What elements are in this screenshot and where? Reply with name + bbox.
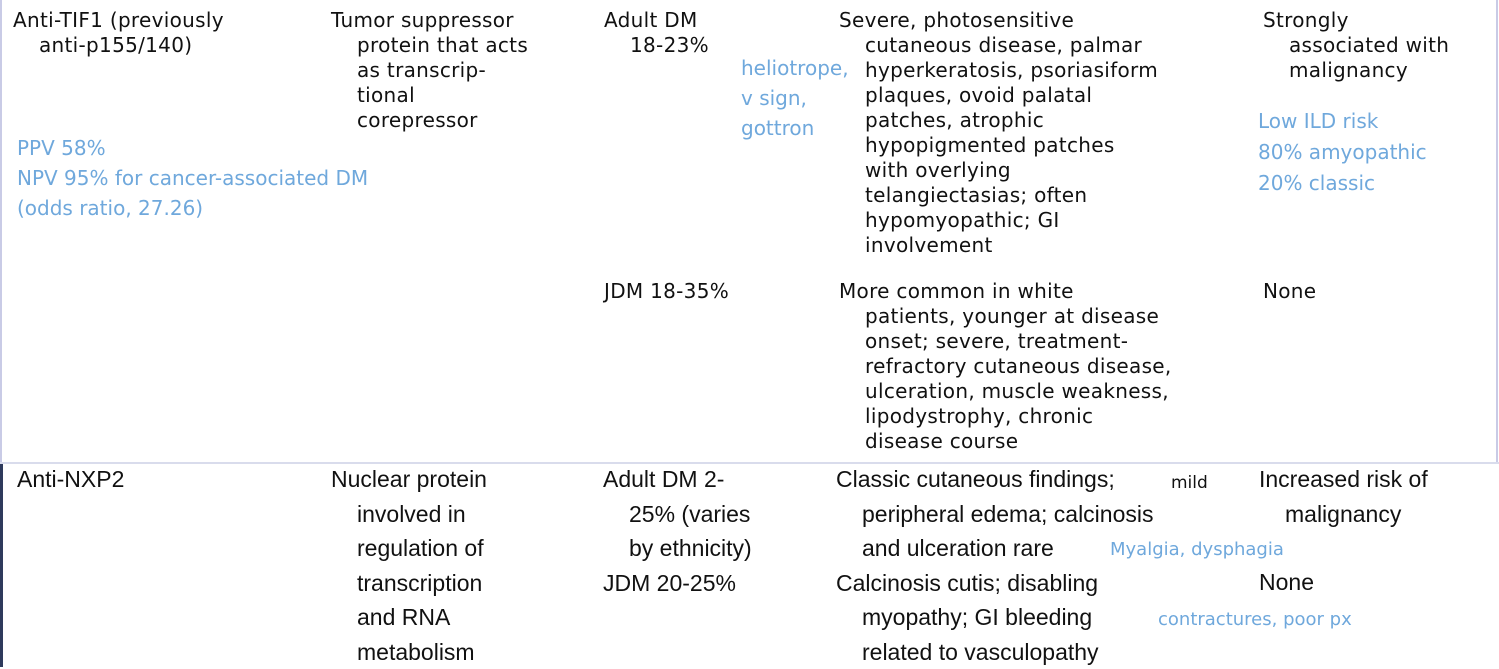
nxp2-target-line: and RNA xyxy=(331,600,487,635)
tif1-target-line: corepressor xyxy=(331,108,528,133)
tif1-stats-annotation xyxy=(17,133,368,223)
nxp2-adult-features-line: and ulceration rare xyxy=(836,531,1154,566)
nxp2-target-line: regulation of xyxy=(331,531,487,566)
tif1-adult-features-line: telangiectasias; often xyxy=(839,183,1158,208)
tif1-adult-association-cell xyxy=(1263,8,1449,83)
nxp2-jdm-features-line: related to vasculopathy xyxy=(836,635,1154,669)
tif1-jdm-features-cell xyxy=(839,279,1172,454)
tif1-jdm-features-line: disease course xyxy=(839,429,1172,454)
nxp2-adult-association-cell xyxy=(1259,462,1428,531)
tif1-adult-features-line: with overlying xyxy=(839,158,1158,183)
tif1-jdm-association-line: None xyxy=(1263,279,1316,304)
tif1-signs-line: gottron xyxy=(741,113,849,143)
tif1-jdm-prevalence-cell xyxy=(604,279,729,304)
tif1-adult-features-line: cutaneous disease, palmar xyxy=(839,33,1158,58)
tif1-antibody-cell xyxy=(13,8,224,58)
tif1-adult-association-line: associated with xyxy=(1263,33,1449,58)
nxp2-jdm-features-line: myopathy; GI bleeding xyxy=(836,600,1154,635)
nxp2-adult-features-line: Classic cutaneous findings; xyxy=(836,462,1154,497)
tif1-target-line: as transcrip- xyxy=(331,58,528,83)
tif1-adult-prevalence-line: Adult DM xyxy=(604,8,709,33)
nxp2-jdm-association-cell xyxy=(1259,565,1314,600)
nxp2-myalgia-annotation: Myalgia, dysphagia xyxy=(1110,535,1284,565)
nxp2-target-line: transcription xyxy=(331,566,487,601)
tif1-antibody-line: Anti-TIF1 (previously xyxy=(13,8,224,33)
tif1-jdm-features-line: More common in white xyxy=(839,279,1172,304)
nxp2-antibody-line: Anti-NXP2 xyxy=(17,462,124,497)
tif1-adult-features-line: hypomyopathic; GI xyxy=(839,208,1158,233)
nxp2-adult-association-line: malignancy xyxy=(1259,497,1428,532)
tif1-jdm-features-line: ulceration, muscle weakness, xyxy=(839,379,1172,404)
tif1-antibody-line: anti-p155/140) xyxy=(13,33,224,58)
table-right-border xyxy=(1496,0,1498,463)
nxp2-adult-association-line: Increased risk of xyxy=(1259,462,1428,497)
nxp2-mild-annotation: mild xyxy=(1171,473,1208,493)
tif1-ild-annotation xyxy=(1258,106,1427,199)
tif1-adult-association-line: malignancy xyxy=(1263,58,1449,83)
nxp2-jdm-features-line: Calcinosis cutis; disabling xyxy=(836,566,1154,601)
tif1-signs-line: v sign, xyxy=(741,83,849,113)
nxp2-contractures-annotation: contractures, poor px xyxy=(1158,605,1352,635)
nxp2-adult-prevalence-line: Adult DM 2- xyxy=(603,462,752,497)
tif1-jdm-features-line: patients, younger at disease xyxy=(839,304,1172,329)
tif1-target-line: Tumor suppressor xyxy=(331,8,528,33)
tif1-adult-prevalence-cell xyxy=(604,8,709,58)
nxp2-target-line: involved in xyxy=(331,497,487,532)
tif1-adult-features-line: involvement xyxy=(839,233,1158,258)
nxp2-target-cell xyxy=(331,462,487,669)
nxp2-adult-prevalence-line: by ethnicity) xyxy=(603,531,752,566)
nxp2-jdm-association-line: None xyxy=(1259,565,1314,600)
tif1-jdm-association-cell xyxy=(1263,279,1316,304)
tif1-ild-line: 20% classic xyxy=(1258,168,1427,199)
nxp2-target-line: metabolism xyxy=(331,635,487,669)
nxp2-features-cell xyxy=(836,462,1154,669)
tif1-jdm-prevalence-line: JDM 18-35% xyxy=(604,279,729,304)
nxp2-adult-prevalence-cell xyxy=(603,462,752,600)
tif1-stats-line: PPV 58% xyxy=(17,133,368,163)
tif1-target-line: protein that acts xyxy=(331,33,528,58)
nxp2-antibody-cell xyxy=(17,462,124,497)
tif1-adult-prevalence-line: 18-23% xyxy=(604,33,709,58)
tif1-signs-annotation xyxy=(741,53,849,143)
tif1-adult-features-line: Severe, photosensitive xyxy=(839,8,1158,33)
table-left-border-dark xyxy=(0,464,3,667)
tif1-adult-features-line: patches, atrophic xyxy=(839,108,1158,133)
tif1-adult-features-cell xyxy=(839,8,1158,258)
tif1-jdm-features-line: refractory cutaneous disease, xyxy=(839,354,1172,379)
tif1-stats-line: NPV 95% for cancer-associated DM xyxy=(17,163,368,193)
tif1-adult-features-line: plaques, ovoid palatal xyxy=(839,83,1158,108)
tif1-target-cell xyxy=(331,8,528,133)
nxp2-adult-features-line: peripheral edema; calcinosis xyxy=(836,497,1154,532)
nxp2-adult-prevalence-line: 25% (varies xyxy=(603,497,752,532)
tif1-target-line: tional xyxy=(331,83,528,108)
tif1-stats-line: (odds ratio, 27.26) xyxy=(17,193,368,223)
tif1-adult-features-line: hypopigmented patches xyxy=(839,133,1158,158)
nxp2-target-line: Nuclear protein xyxy=(331,462,487,497)
tif1-jdm-features-line: lipodystrophy, chronic xyxy=(839,404,1172,429)
tif1-jdm-features-line: onset; severe, treatment- xyxy=(839,329,1172,354)
tif1-adult-association-line: Strongly xyxy=(1263,8,1449,33)
tif1-adult-features-line: hyperkeratosis, psoriasiform xyxy=(839,58,1158,83)
nxp2-jdm-prevalence-line: JDM 20-25% xyxy=(603,566,752,601)
tif1-signs-line: heliotrope, xyxy=(741,53,849,83)
tif1-ild-line: 80% amyopathic xyxy=(1258,137,1427,168)
tif1-ild-line: Low ILD risk xyxy=(1258,106,1427,137)
